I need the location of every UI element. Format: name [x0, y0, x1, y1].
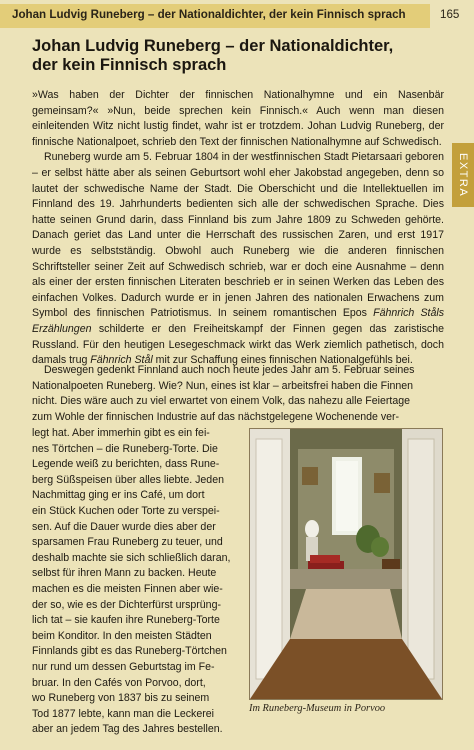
- text-line: Nachmittag ging er ins Café, um dort: [32, 489, 205, 502]
- paragraph-biography-part-b: schilderte er den Freiheitskampf der Finnen gegen das zaristische Russland. Für den heutigen Lesegeschmack wirkt das Werk ziemlich pathetisch, doch damals trug: [32, 322, 444, 367]
- text-line: nicht. Dies wäre auch zu viel erwartet von einem Volk, das nahezu alle Feiertage: [32, 395, 411, 408]
- text-line: sparsamen Frau Runeberg zu teuer, und: [32, 536, 223, 549]
- museum-photo: [249, 428, 443, 700]
- text-line: Deswegen gedenkt Finnland auch noch heute jedes Jahr am 5. Februar seines: [44, 364, 415, 376]
- text-line: nur rund um dessen Geburtstag im Fe-: [32, 660, 215, 673]
- text-line: wo Runeberg von 1837 bis zu seinem: [32, 692, 210, 705]
- text-line: ein Stück Kuchen oder Torte zu verspei-: [32, 504, 220, 517]
- text-line: bruar. In den Cafés von Porvoo, dort,: [32, 676, 206, 689]
- section-tab-extra: [452, 143, 474, 207]
- text-line: nes Törtchen – die Runeberg-Torte. Die: [32, 442, 218, 455]
- text-line: Finnlands gibt es das Runeberg-Törtchen: [32, 645, 227, 658]
- page-number: 165: [440, 8, 460, 21]
- text-line: beim Konditor. In den meisten Städten: [32, 629, 212, 642]
- text-line: Nationalpoeten Runeberg. Wie? Nun, eines ist klar – arbeitsfrei haben die Finnen: [32, 379, 414, 392]
- text-line: machen es die meisten Finnen aber wie-: [32, 582, 223, 595]
- text-line: Legende weiß zu berichten, dass Rune-: [32, 458, 220, 471]
- paragraph-biography-part-a: Runeberg wurde am 5. Februar 1804 in der westfinnischen Stadt Pietarsaari geboren – er selbst hätte aber als seinen Geburtsort wohl eher Jakobstad angegeben, denn so lautet der schwedische Name der Stadt. Die Oberschicht und die Intellektuellen im Finnland des 19. Jahrhunderts bedienten sich alle der schwedischen Sprache. Dies hatte seinen Grund darin, dass Finnland bis zum Jahre 1809 zu Schweden gehörte. Danach geriet das Land unter die Herrschaft des russischen Zaren, und erst 1917 wurde es selbstständig. Obwohl auch Runeberg wie die anderen finnischen Schriftsteller seiner Zeit auf Schwedisch schrieb, war er doch eine Ausnahme – denn als einer der ersten finnischen Literaten beschrieb er in seinen Werken das Leben des einfachen Volkes. Dadurch wurde er in jenen Jahren des nationalen Erwachens zum Symbol des finnischen Patriotismus. In seinem romantischen Epos: [32, 151, 444, 320]
- work-title-2: Fähnrich Stål: [90, 354, 153, 367]
- text-line: lich tat – sie kaufen ihre Runeberg-Torte: [32, 614, 220, 627]
- paragraph-biography: [32, 150, 444, 368]
- text-line: aber an jedem Tag des Jahres bestellen.: [32, 723, 223, 736]
- museum-interior-image: [250, 429, 442, 699]
- paragraph-biography-part-c: mit zur Schaffung eines finnischen Nationalgefühls bei.: [152, 354, 413, 367]
- text-line: deshalb machte sie sich schließlich daran,: [32, 551, 231, 564]
- photo-caption: Im Runeberg-Museum in Porvoo: [249, 703, 386, 714]
- paragraph-tradition-full: [32, 363, 444, 425]
- text-line: berg Süßspeisen über alles liebte. Jeden: [32, 473, 224, 486]
- text-line: der so, wie es der Dichterfürst ursprüng-: [32, 598, 221, 611]
- text-line: sen. Auf die Dauer wurde dies aber der: [32, 520, 216, 533]
- running-header: [0, 0, 474, 32]
- running-title: Johan Ludvig Runeberg – der Nationaldichter, der kein Finnisch sprach: [12, 8, 406, 21]
- text-line: zum Wohle der finnischen Industrie auf das nächstgelegene Wochenende ver-: [32, 410, 400, 423]
- paragraph-tradition-column: [32, 426, 244, 738]
- section-tab-label: EXTRA: [457, 152, 469, 198]
- article-body: [32, 88, 444, 369]
- paragraph-intro: »Was haben der Dichter der finnischen Nationalhymne und ein Nasenbär gemeinsam?« »Nun, beide sprechen kein Finnisch.« Auch wenn man diesen einleitenden Witz nicht lustig findet, wahr ist er trotzdem. Johan Ludvig Runeberg, der finnische Nationalpoet, schrieb den Text der finnischen Nationalhymne auf Schwedisch.: [32, 89, 444, 148]
- text-line: legt hat. Aber immerhin gibt es ein fei-: [32, 427, 210, 439]
- text-line: Tod 1877 lebte, kann man die Leckerei: [32, 707, 214, 720]
- article-heading: [32, 37, 442, 75]
- heading-line-1: Johan Ludvig Runeberg – der Nationaldichter,: [32, 37, 394, 55]
- work-title-1: Fähnrich Ståls Erzählungen: [32, 307, 444, 335]
- heading-line-2: der kein Finnisch sprach: [32, 56, 227, 74]
- text-line: selbst für ihren Mann zu backen. Heute: [32, 567, 217, 580]
